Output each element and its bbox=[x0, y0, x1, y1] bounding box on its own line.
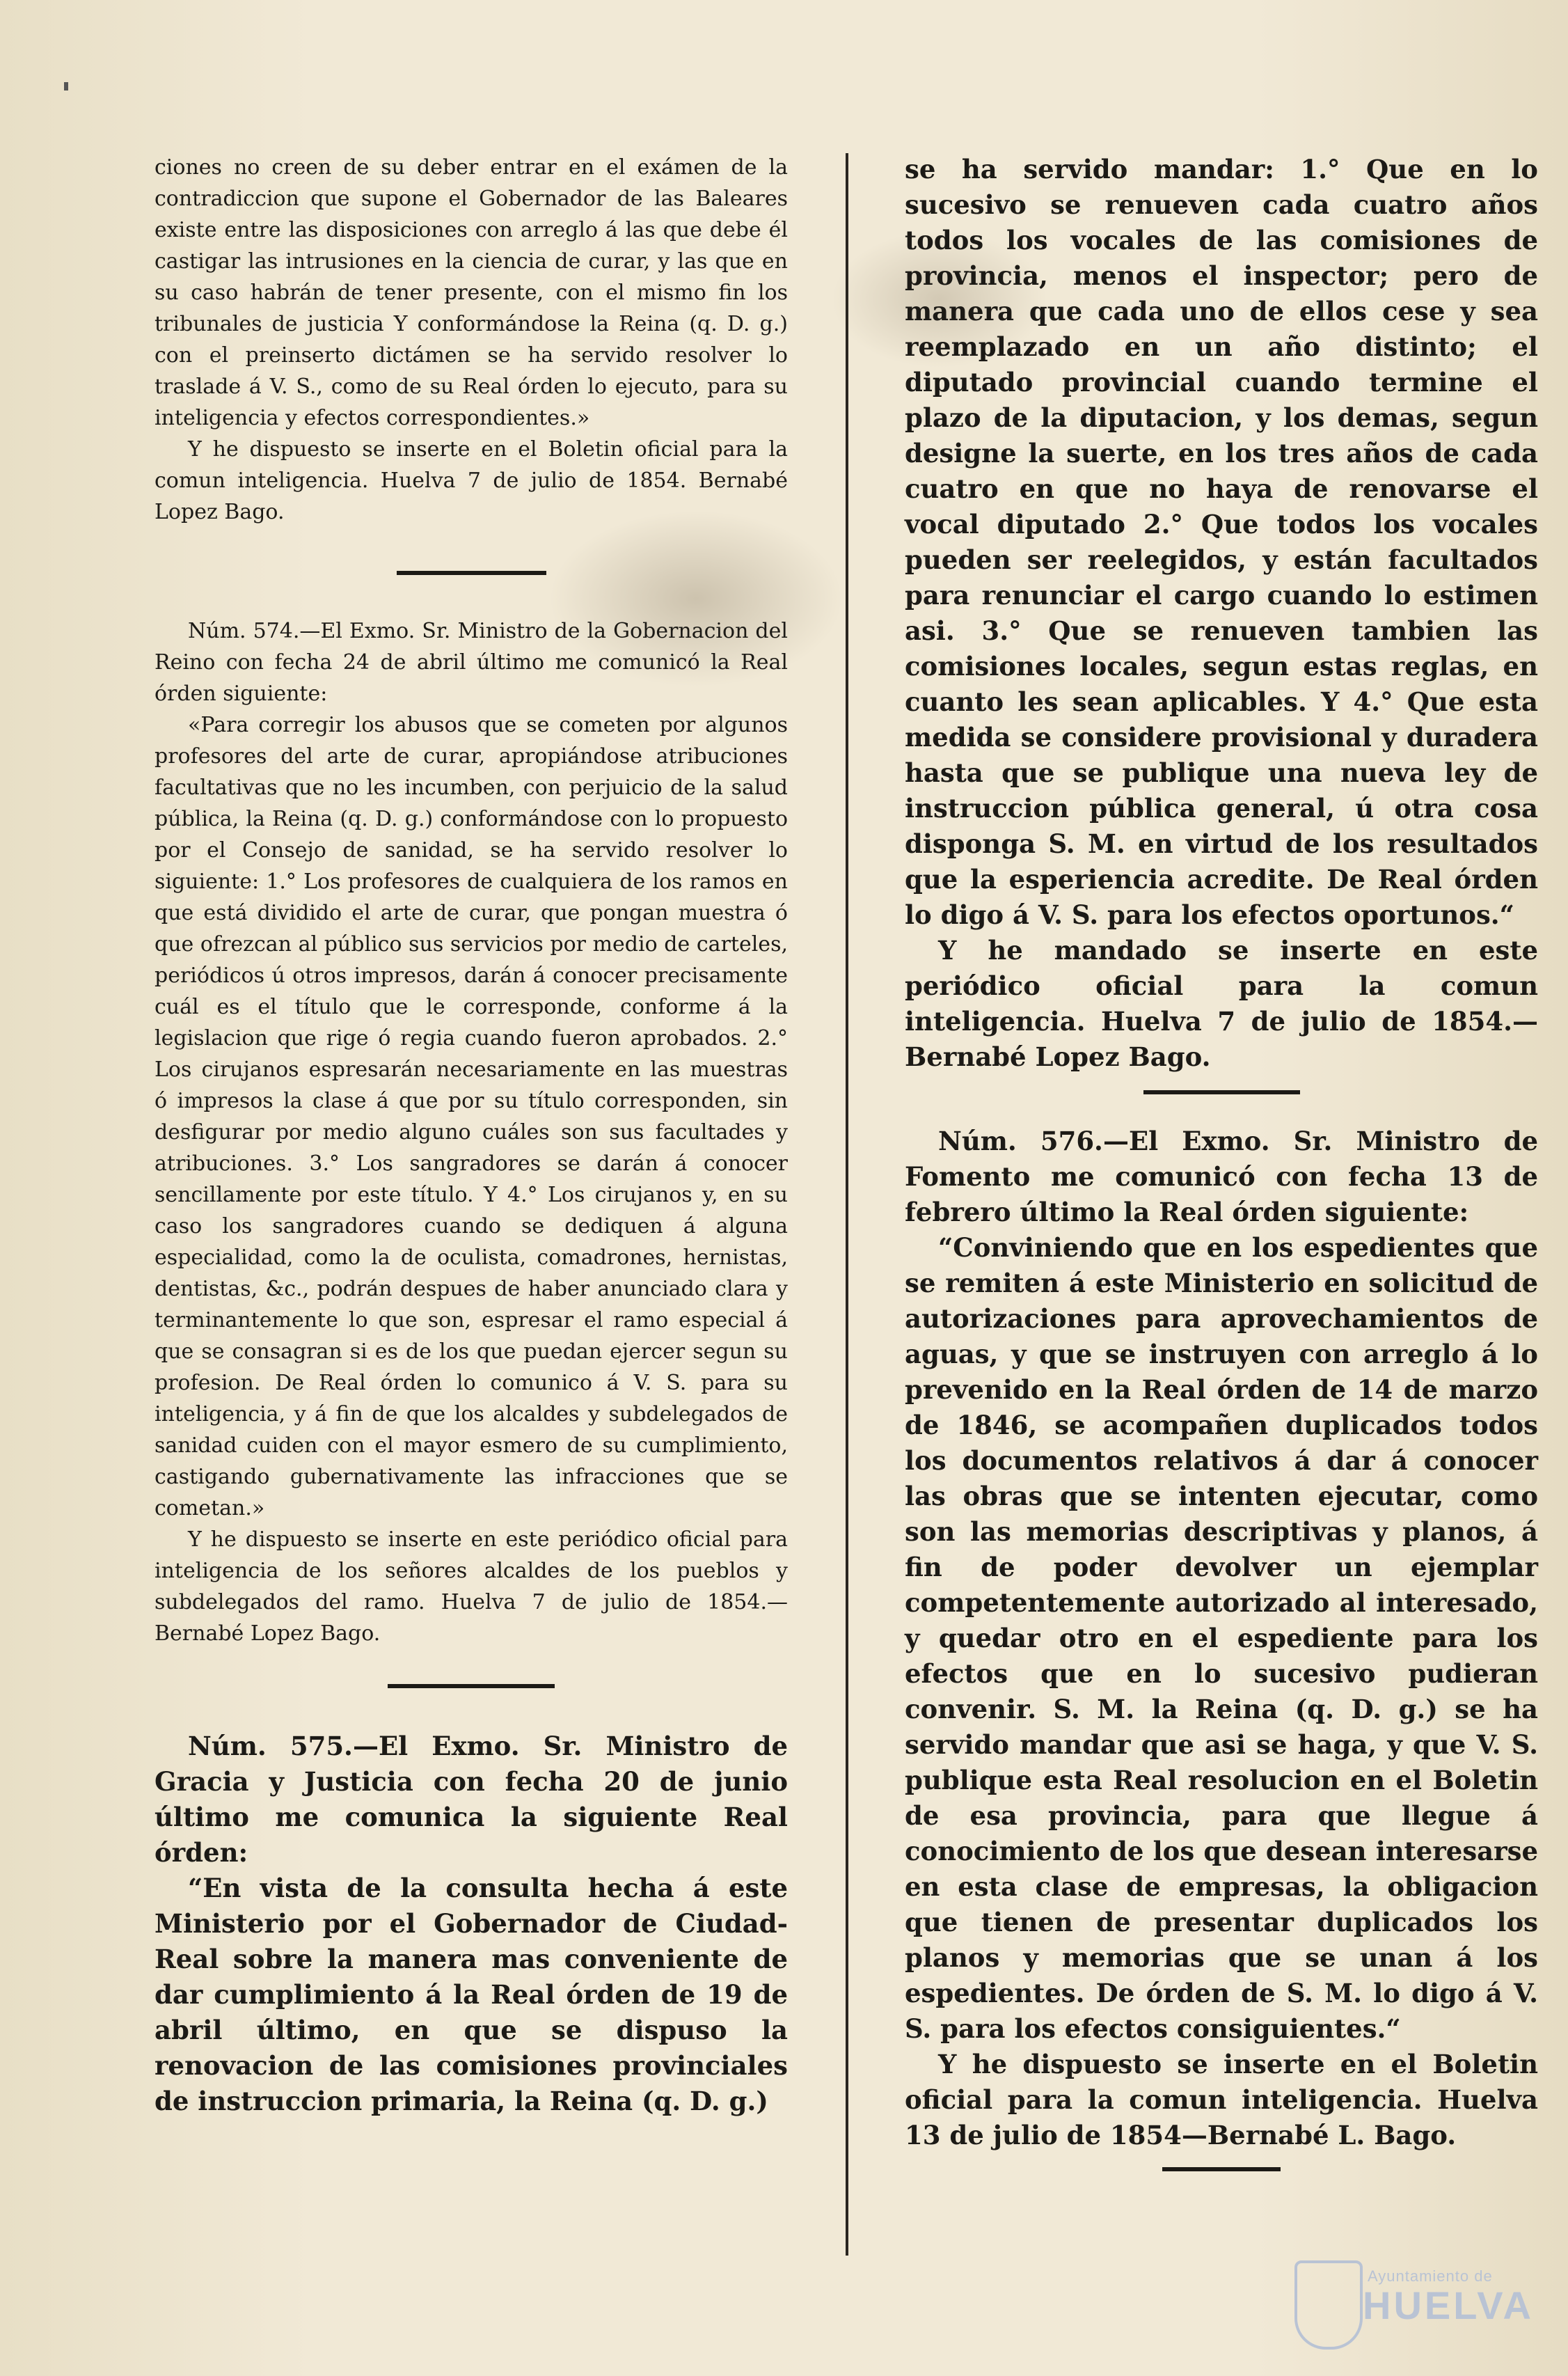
margin-mark bbox=[64, 82, 68, 91]
decree-575-signature: Y he mandado se inserte en este periódico oficial para la comun inteligencia. Huelva 7 de julio de 1854.—Bernabé Lopez Bago. bbox=[905, 935, 1538, 1072]
decree-575-continuation: se ha servido mandar: 1.° Que en lo sucesivo se renueven cada cuatro años todos los vocales de las comisiones de provincia, menos el inspector; pero de manera que cada uno de ellos cese y sea reemplazado en un año distinto; el diputado provincial cuando termine el plazo de la diputacion, y los demas, segun designe la suerte, en los tres años de cada cuatro en que no haya de renovarse el vocal diputado 2.° Que todos los vocales pueden ser reelegidos, y están facultados para renunciar el cargo cuando lo estimen asi. 3.° Que se renueven tambien las comisiones locales, segun estas reglas, en cuanto les sean aplicables. Y 4.° Que esta medida se considere provisional y duradera hasta que se publique una nueva ley de instruccion pública general, ú otra cosa disponga S. M. en virtud de los resultados que la esperiencia acredite. De Real órden lo digo á V. S. para los efectos oportunos.“ bbox=[905, 154, 1538, 930]
section-separator bbox=[397, 571, 546, 575]
watermark-title: HUELVA bbox=[1363, 2283, 1534, 2327]
right-column bbox=[905, 152, 1538, 2171]
decree-574-body: «Para corregir los abusos que se cometen por algunos profesores del arte de curar, apropiándose atribuciones facultativas que no les incumben, con perjuicio de la salud pública, la Reina (q. D. g.) conformándose con lo propuesto por el Consejo de sanidad, se ha servido resolver lo siguiente: 1.° Los profesores de cualquiera de los ramos en que está dividido el arte de curar, que pongan muestra ó que ofrezcan al público sus servicios por medio de carteles, periódicos ú otros impresos, darán á conocer precisamente cuál es el título que le corresponde, conforme á la legislacion que rige ó regia cuando fueron aprobados. 2.° Los cirujanos espresarán necesariamente en las muestras ó impresos la clase á que por su título corresponden, sin desfigurar por medio alguno cuáles son sus facultades y atribuciones. 3.° Los sangradores se darán á conocer sencillamente por este título. Y 4.° Los cirujanos y, en su caso los sangradores cuando se dediquen á alguna especialidad, como la de oculista, comadrones, hernistas, dentistas, &c., podrán despues de haber anunciado clara y terminantemente lo que son, espresar el ramo especial á que se consagran si es de los que puedan ejercer segun su profesion. De Real órden lo comunico á V. S. para su inteligencia, y á fin de que los alcaldes y subdelegados de sanidad cuiden con el mayor esmero de su cumplimiento, castigando gubernativamente las infracciones que se cometan.» bbox=[155, 713, 788, 1520]
signature-paragraph: Y he dispuesto se inserte en el Boletin oficial para la comun inteligencia. Huelva 7 de julio de 1854. Bernabé Lopez Bago. bbox=[155, 437, 788, 524]
decree-574-signature: Y he dispuesto se inserte en este periódico oficial para inteligencia de los señores alcaldes de los pueblos y subdelegados del ramo. Huelva 7 de julio de 1854.—Bernabé Lopez Bago. bbox=[155, 1527, 788, 1646]
section-separator bbox=[1162, 2167, 1281, 2171]
decree-576-heading: Núm. 576.—El Exmo. Sr. Ministro de Fomento me comunicó con fecha 13 de febrero último la Real órden siguiente: bbox=[905, 1126, 1538, 1227]
left-column bbox=[155, 152, 788, 2119]
continued-paragraph: ciones no creen de su deber entrar en el exámen de la contradiccion que supone el Gobernador de las Baleares existe entre las disposiciones con arreglo á las que debe él castigar las intrusiones en la ciencia de curar, y las que en su caso habrán de tener presente, con el mismo fin los tribunales de justicia Y conformándose la Reina (q. D. g.) con el preinserto dictámen se ha servido resolver lo traslade á V. S., como de su Real órden lo ejecuto, para su inteligencia y efectos correspondientes.» bbox=[155, 155, 788, 430]
decree-576-signature: Y he dispuesto se inserte en el Boletin oficial para la comun inteligencia. Huelva 13 de julio de 1854—Bernabé L. Bago. bbox=[905, 2049, 1538, 2150]
watermark-logo bbox=[1281, 2252, 1534, 2357]
section-separator bbox=[388, 1684, 555, 1688]
decree-574-heading: Núm. 574.—El Exmo. Sr. Ministro de la Gobernacion del Reino con fecha 24 de abril último me comunicó la Real órden siguiente: bbox=[155, 619, 788, 706]
watermark-subtitle: Ayuntamiento de bbox=[1368, 2267, 1493, 2285]
column-divider bbox=[846, 153, 848, 2256]
section-separator bbox=[1143, 1090, 1300, 1094]
decree-576-body: “Conviniendo que en los espedientes que se remiten á este Ministerio en solicitud de autorizaciones para aprovechamientos de aguas, y que se instruyen con arreglo á lo prevenido en la Real órden de 14 de marzo de 1846, se acompañen duplicados todos los documentos relativos á dar á conocer las obras que se intenten ejecutar, como son las memorias descriptivas y planos, á fin de poder devolver un ejemplar competentemente autorizado al interesado, y quedar otro en el espediente para los efectos que en lo sucesivo pudieran convenir. S. M. la Reina (q. D. g.) se ha servido mandar que asi se haga, y que V. S. publique esta Real resolucion en el Boletin de esa provincia, para que llegue á conocimiento de los que desean interesarse en esta clase de empresas, la obligacion que tienen de presentar duplicados los planos y memorias que se unan á los espedientes. De órden de S. M. lo digo á V. S. para los efectos consiguientes.“ bbox=[905, 1232, 1538, 2044]
decree-575-body: “En vista de la consulta hecha á este Ministerio por el Gobernador de Ciudad-Real sobre la manera mas conveniente de dar cumplimiento á la Real órden de 19 de abril último, en que se dispuso la renovacion de las comisiones provinciales de instruccion primaria, la Reina (q. D. g.) bbox=[155, 1873, 788, 2116]
decree-575-heading: Núm. 575.—El Exmo. Sr. Ministro de Gracia y Justicia con fecha 20 de junio último me comunica la siguiente Real órden: bbox=[155, 1731, 788, 1868]
city-shield-icon bbox=[1294, 2260, 1363, 2350]
